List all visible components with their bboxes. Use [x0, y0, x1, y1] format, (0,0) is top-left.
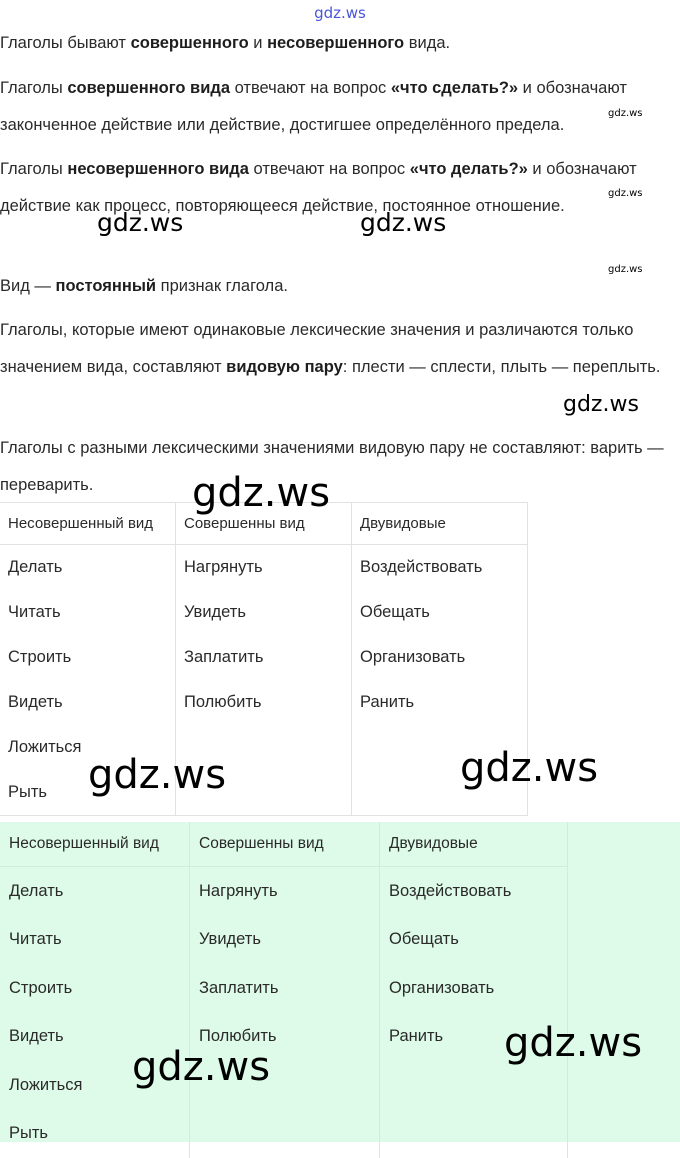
watermark: gdz.ws: [504, 1020, 642, 1066]
paragraph-4: Вид — постоянный признак глагола.: [0, 268, 680, 305]
watermark: gdz.ws: [460, 745, 598, 791]
table-row: [0, 1110, 568, 1158]
table-cell: Ложиться: [0, 1061, 190, 1110]
table-cell: Воздействовать: [352, 545, 528, 591]
watermark: gdz.ws: [608, 108, 643, 119]
watermark: gdz.ws: [88, 752, 226, 798]
paragraph-6: Глаголы с разными лексическими значениями видовую пару не составляют: варить — переварить.: [0, 430, 680, 504]
table-cell: Увидеть: [176, 590, 352, 635]
column-header: Двувидовые: [352, 503, 528, 545]
column-header: Несовершенный вид: [0, 822, 190, 867]
table-row: [0, 964, 568, 1013]
column-header: Совершенны вид: [190, 822, 380, 867]
table-cell: Строить: [0, 635, 176, 680]
table-cell: Воздействовать: [380, 867, 568, 916]
table-row: [0, 867, 568, 916]
watermark: gdz.ws: [192, 470, 330, 516]
table-row: [0, 770, 528, 816]
table-cell: Полюбить: [190, 1013, 380, 1062]
table-cell: Видеть: [0, 680, 176, 725]
table-row: [0, 1061, 568, 1110]
table-header-row: [0, 822, 568, 867]
table-cell: Ранить: [352, 680, 528, 725]
table-cell: Организовать: [380, 964, 568, 1013]
column-header: Несовершенный вид: [0, 503, 176, 545]
table-cell: Ранить: [380, 1013, 568, 1062]
column-header: Совершенны вид: [176, 503, 352, 545]
paragraph-2: Глаголы совершенного вида отвечают на вопрос «что сделать?» и обозначают законченное действие или действие, достигшее определённого предела.: [0, 70, 680, 144]
watermark: gdz.ws: [132, 1044, 270, 1090]
table-cell: Читать: [0, 916, 190, 965]
watermark: gdz.ws: [563, 392, 639, 417]
table-cell: Ложиться: [0, 725, 176, 770]
table-cell: Нагрянуть: [190, 867, 380, 916]
table-row: [0, 680, 528, 725]
table-row: [0, 590, 528, 635]
paragraph-1: Глаголы бывают совершенного и несовершенного вида.: [0, 25, 680, 62]
table-cell: Обещать: [352, 590, 528, 635]
watermark: gdz.ws: [360, 208, 446, 237]
table-cell: Организовать: [352, 635, 528, 680]
table-cell: Делать: [0, 867, 190, 916]
site-header-link[interactable]: gdz.ws: [0, 4, 680, 22]
paragraph-3: Глаголы несовершенного вида отвечают на вопрос «что делать?» и обозначают действие как процесс, повторяющееся действие, постоянное отношение.: [0, 151, 680, 225]
watermark: gdz.ws: [608, 264, 643, 275]
table-cell: Заплатить: [176, 635, 352, 680]
table-row: [0, 545, 528, 591]
table-cell: Нагрянуть: [176, 545, 352, 591]
table-cell: Полюбить: [176, 680, 352, 725]
table-cell: Читать: [0, 590, 176, 635]
verb-aspect-table-highlighted: [0, 822, 568, 1158]
table-row: [0, 1013, 568, 1062]
verb-aspect-table: [0, 502, 528, 816]
table-cell: Видеть: [0, 1013, 190, 1062]
column-header: Двувидовые: [380, 822, 568, 867]
table-row: [0, 916, 568, 965]
paragraph-5: Глаголы, которые имеют одинаковые лексические значения и различаются только значением вида, составляют видовую пару: плести — сплести, плыть — переплыть.: [0, 312, 680, 386]
table-cell: Рыть: [0, 1110, 190, 1158]
watermark: gdz.ws: [97, 208, 183, 237]
watermark: gdz.ws: [608, 188, 643, 199]
table-cell: Рыть: [0, 770, 176, 816]
table-cell: Обещать: [380, 916, 568, 965]
table-cell: Делать: [0, 545, 176, 591]
table-cell: Заплатить: [190, 964, 380, 1013]
table-cell: [380, 1110, 568, 1158]
table-cell: Увидеть: [190, 916, 380, 965]
table-cell: [190, 1110, 380, 1158]
table-row: [0, 635, 528, 680]
table-row: [0, 725, 528, 770]
table-cell: [380, 1061, 568, 1110]
table-cell: Строить: [0, 964, 190, 1013]
